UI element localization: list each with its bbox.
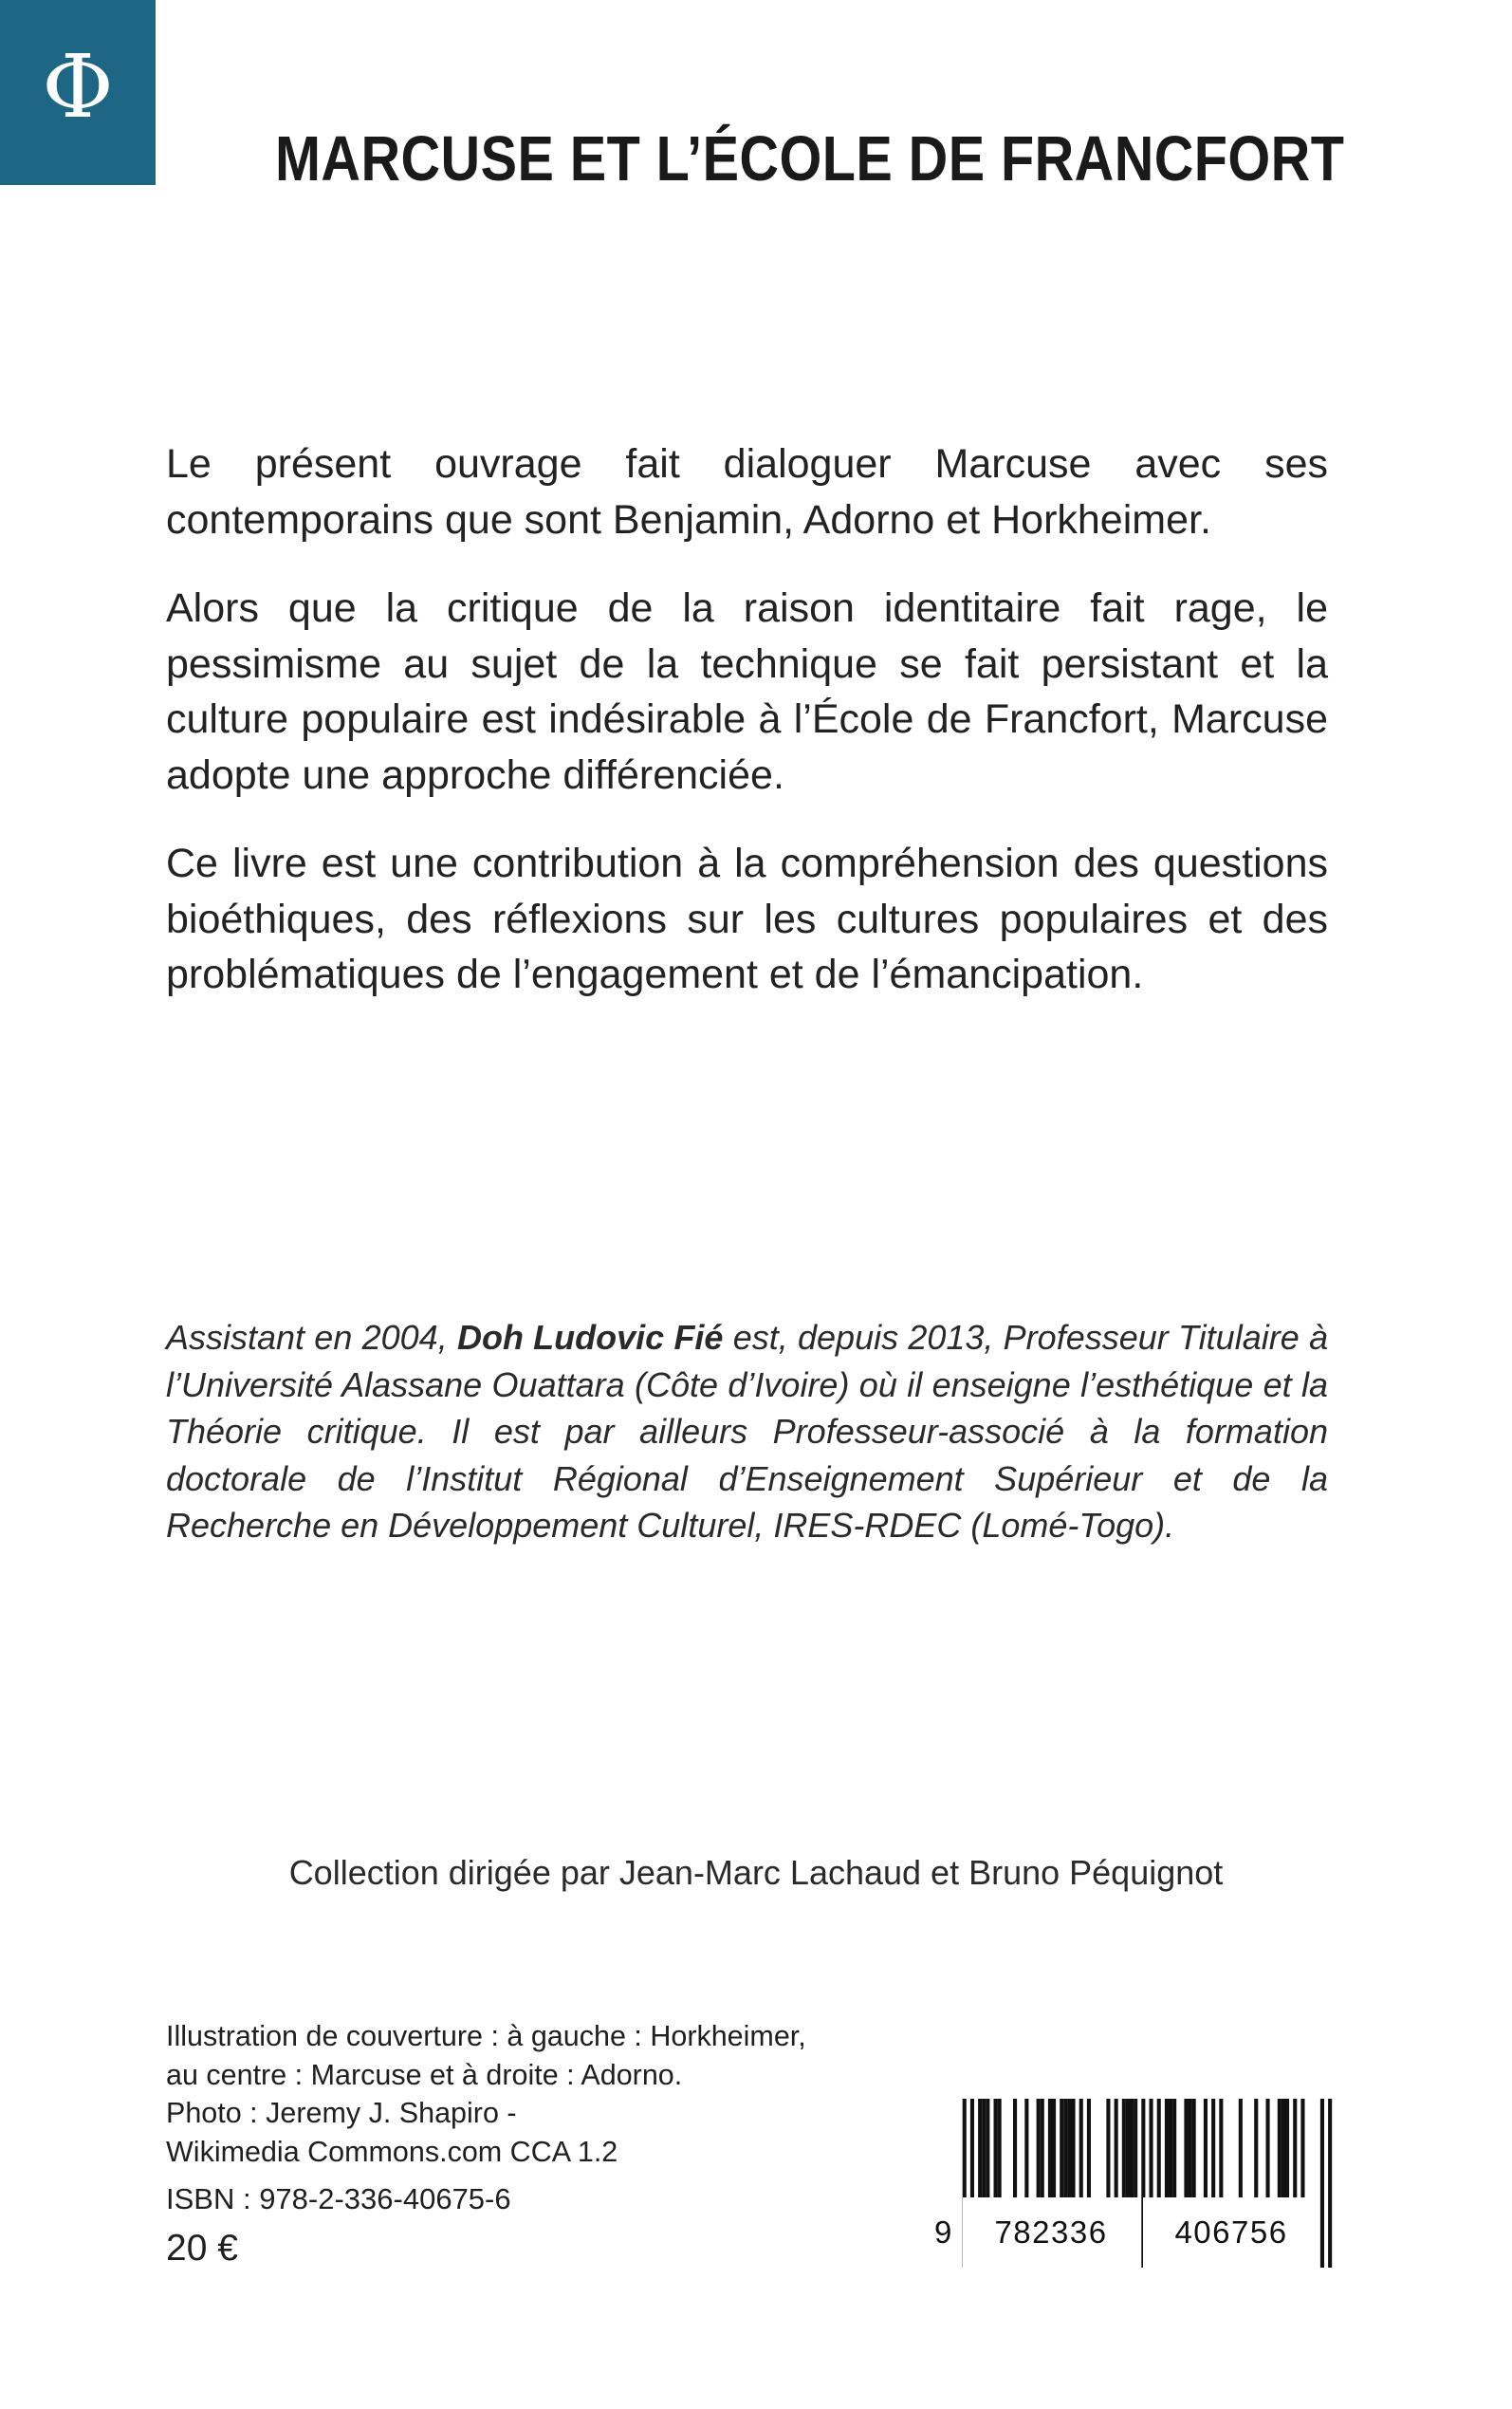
barcode-lead-digit: 9 (934, 2214, 953, 2250)
publisher-logo (0, 0, 156, 185)
author-bio-body: est, depuis 2013, Professeur Titulaire à l’Université Alassane Ouattara (Côte d’Ivoire) où il enseigne l’esthétique et la Théorie critique. Il est par ailleurs Professeur-associé à la formation doctorale de l’Institut Régional d’Enseignement Supérieur et de la Recherche en Développement Culturel, IRES-RDEC (Lomé-Togo). (166, 1318, 1328, 1545)
isbn: ISBN : 978-2-336-40675-6 (166, 2182, 511, 2215)
author-bio-text (166, 1314, 1328, 1549)
barcode-group-left: 782336 (963, 2197, 1139, 2268)
summary-paragraph: Alors que la critique de la raison identitaire fait rage, le pessimisme au sujet de la technique se fait persistant et la culture populaire est indésirable à l’École de Francfort, Marcuse adopte une approche différenciée. (166, 585, 1328, 798)
credit-line: Photo : Jeremy J. Shapiro - (166, 2097, 517, 2129)
barcode-group-right: 406756 (1143, 2197, 1319, 2268)
author-name: Doh Ludovic Fié (456, 1318, 724, 1357)
summary-paragraph: Le présent ouvrage fait dialoguer Marcuse avec ses contemporains que sont Benjamin, Adorno et Horkheimer. (166, 441, 1328, 543)
credit-line: Illustration de couverture : à gauche : Horkheimer, (166, 2020, 806, 2052)
phi-logo-icon: Φ (42, 35, 114, 138)
summary-paragraph: Ce livre est une contribution à la compréhension des questions bioéthiques, des réflexions sur les cultures populaires et des problématiques de l’engagement et de l’émancipation. (166, 841, 1328, 997)
book-title: MARCUSE ET L’ÉCOLE DE FRANCFORT (275, 123, 1345, 195)
book-summary (166, 436, 1328, 1036)
barcode-digits (934, 2197, 1333, 2268)
cover-credits (166, 2017, 849, 2171)
credit-line: au centre : Marcuse et à droite : Adorno. (166, 2058, 683, 2091)
author-intro: Assistant en 2004, (166, 1318, 457, 1357)
credit-line: Wikimedia Commons.com CCA 1.2 (166, 2135, 618, 2168)
author-bio (166, 1314, 1328, 1549)
collection-directors: Collection dirigée par Jean-Marc Lachaud et Bruno Péquignot (288, 1853, 1224, 1892)
price: 20 € (166, 2228, 238, 2269)
